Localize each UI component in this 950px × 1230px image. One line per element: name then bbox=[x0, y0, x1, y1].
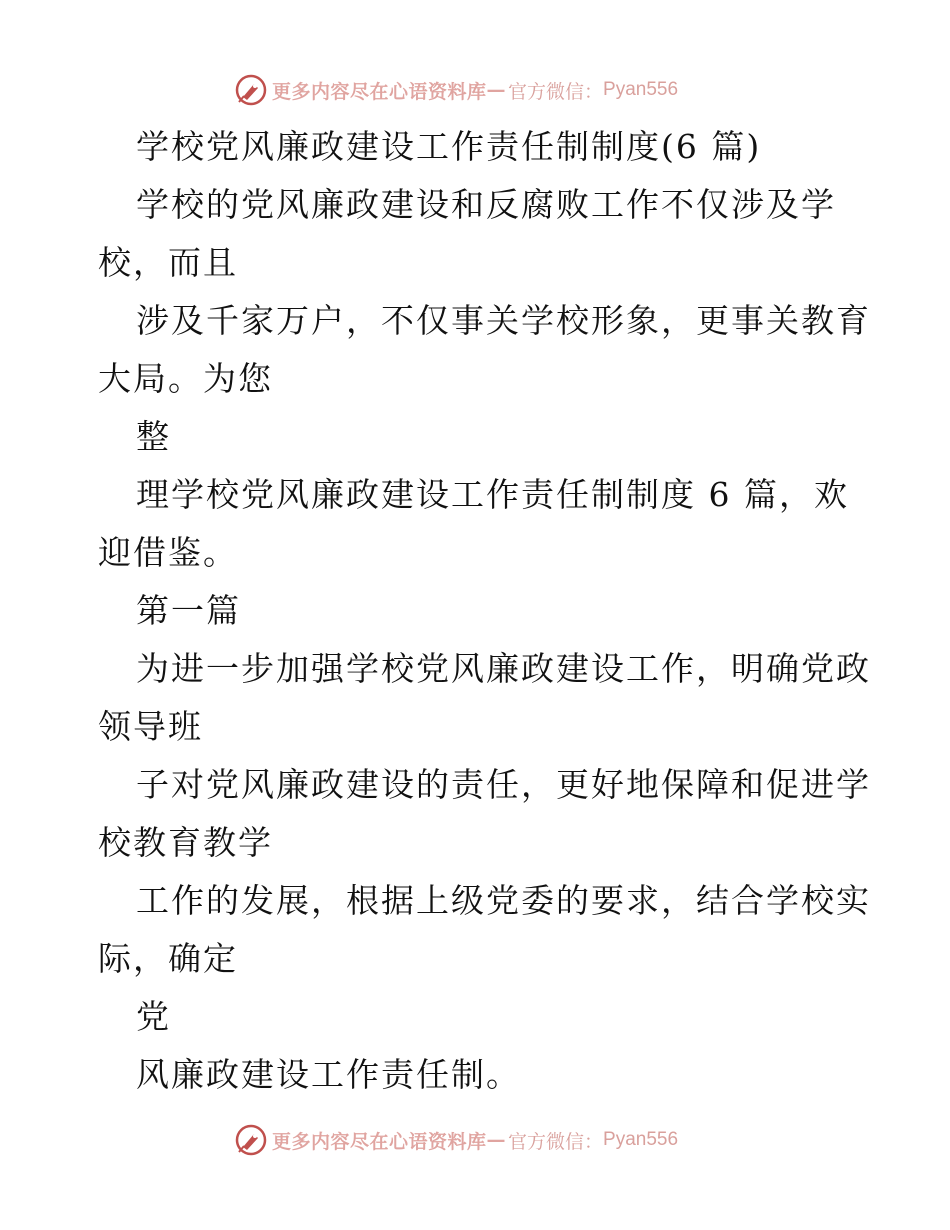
paragraph-line: 迎借鉴。 bbox=[98, 533, 238, 572]
paragraph-line: 涉及千家万户，不仅事关学校形象，更事关教育 bbox=[136, 301, 871, 340]
banner-site-text: 更多内容尽在心语资料库 bbox=[272, 1130, 487, 1153]
paragraph-line: 子对党风廉政建设的责任，更好地保障和促进学 bbox=[136, 765, 871, 804]
banner-site-text: 更多内容尽在心语资料库 bbox=[272, 80, 487, 103]
banner-wechat-id: Pyan556 bbox=[603, 79, 679, 100]
paragraph-line: 大局。为您 bbox=[98, 359, 273, 398]
paragraph-line: 整 bbox=[136, 417, 171, 456]
banner-dash: — bbox=[486, 1129, 507, 1151]
paragraph-line: 校，而且 bbox=[98, 243, 238, 282]
pen-nib-logo-icon bbox=[234, 1123, 268, 1157]
section-heading: 第一篇 bbox=[136, 591, 241, 630]
paragraph-line: 风廉政建设工作责任制。 bbox=[136, 1055, 521, 1094]
banner-wechat-id: Pyan556 bbox=[603, 1129, 679, 1150]
banner-wechat-label: 官方微信： bbox=[508, 1130, 604, 1153]
paragraph-line: 工作的发展，根据上级党委的要求，结合学校实 bbox=[136, 881, 871, 920]
paragraph-line: 为进一步加强学校党风廉政建设工作，明确党政 bbox=[136, 649, 871, 688]
paragraph-line: 理学校党风廉政建设工作责任制制度 6 篇，欢 bbox=[136, 475, 849, 514]
banner-dash: — bbox=[486, 79, 507, 101]
banner-wechat-label: 官方微信： bbox=[508, 80, 604, 103]
paragraph-line: 党 bbox=[136, 997, 171, 1036]
paragraph-line: 际，确定 bbox=[98, 939, 238, 978]
paragraph-line: 校教育教学 bbox=[98, 823, 273, 862]
footer-watermark bbox=[234, 1122, 678, 1158]
paragraph-line: 领导班 bbox=[98, 707, 203, 746]
document-title: 学校党风廉政建设工作责任制制度(6 篇) bbox=[136, 127, 762, 166]
header-watermark bbox=[234, 72, 678, 108]
paragraph-line: 学校的党风廉政建设和反腐败工作不仅涉及学 bbox=[136, 185, 836, 224]
pen-nib-logo-icon bbox=[234, 73, 268, 107]
